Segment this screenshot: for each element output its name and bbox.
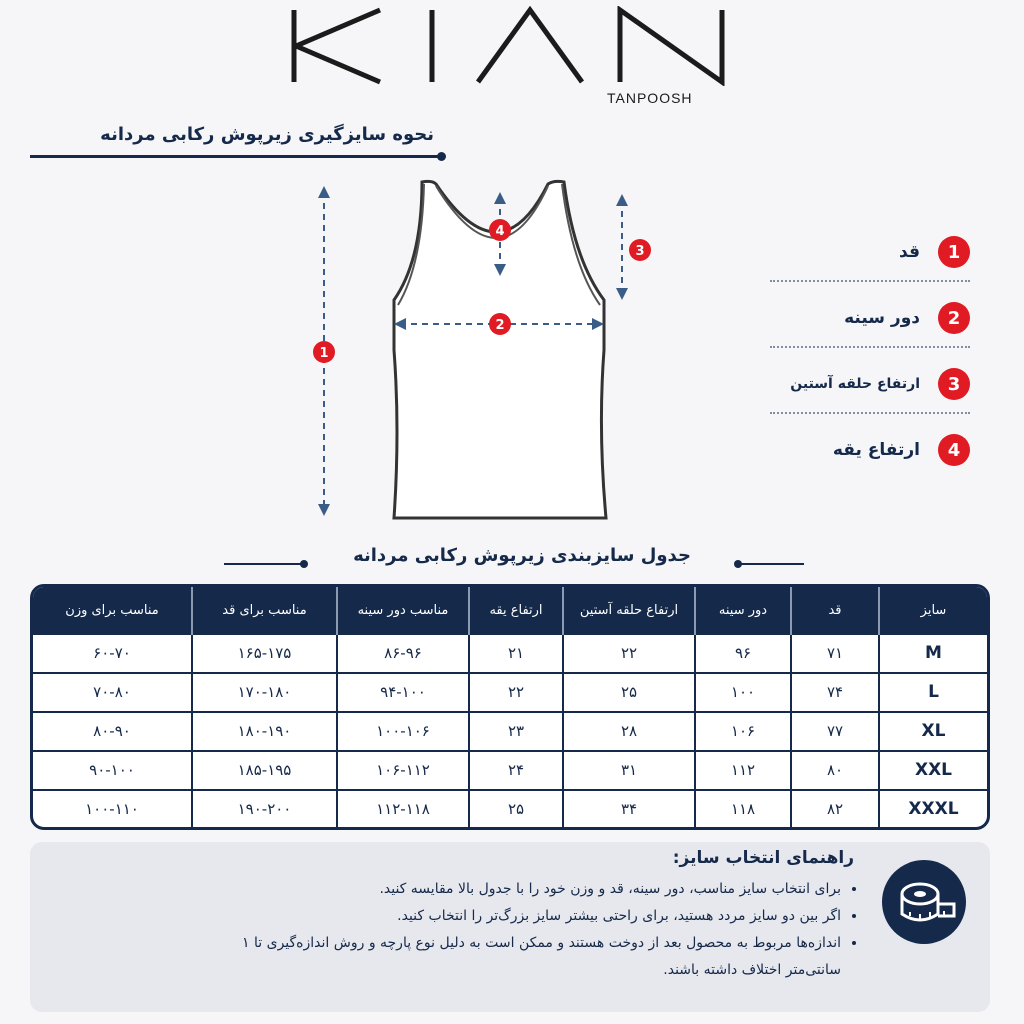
table-cell: ۲۳ <box>469 712 563 751</box>
table-cell: ۲۱ <box>469 634 563 673</box>
table-header: مناسب برای قد <box>192 587 337 634</box>
table-heading-dot-left <box>300 560 308 568</box>
list-item: • اگر بین دو سایز مردد هستید، برای راحتی بیشتر سایز بزرگ‌تر را انتخاب کنید. <box>191 903 841 930</box>
table-cell: ۷۰-۸۰ <box>33 673 192 712</box>
table-heading-line-left <box>224 563 306 565</box>
table-row <box>33 712 987 751</box>
heading-underline-dot <box>437 152 446 161</box>
legend-badge: 1 <box>938 236 970 268</box>
legend-item-neck <box>770 422 970 478</box>
table-cell: ۹۶ <box>695 634 791 673</box>
svg-text:1: 1 <box>319 346 329 361</box>
legend-badge: 2 <box>938 302 970 334</box>
table-cell: ۱۰۰ <box>695 673 791 712</box>
table-row <box>33 673 987 712</box>
table-cell: ۷۷ <box>791 712 879 751</box>
table-cell: ۲۲ <box>469 673 563 712</box>
table-cell: ۱۱۲ <box>695 751 791 790</box>
table-cell: ۱۶۵-۱۷۵ <box>192 634 337 673</box>
brand-logo <box>290 6 730 86</box>
table-cell: ۶۰-۷۰ <box>33 634 192 673</box>
table-cell: ۲۲ <box>563 634 695 673</box>
legend-label: دور سینه <box>844 308 920 328</box>
legend-item-armhole <box>770 356 970 414</box>
table-header: ارتفاع یقه <box>469 587 563 634</box>
diagram-badge-3 <box>629 239 651 261</box>
size-cell: XXL <box>879 751 987 790</box>
size-cell: M <box>879 634 987 673</box>
table-header: قد <box>791 587 879 634</box>
measuring-tape-icon <box>882 860 966 944</box>
legend-label: ارتفاع حلقه آستین <box>790 376 920 392</box>
table-cell: ۱۹۰-۲۰۰ <box>192 790 337 827</box>
table-cell: ۱۸۵-۱۹۵ <box>192 751 337 790</box>
table-cell: ۱۱۲-۱۱۸ <box>337 790 469 827</box>
legend-badge: 4 <box>938 434 970 466</box>
list-item: • اندازه‌ها مربوط به محصول بعد از دوخت هستند و ممکن است به دلیل نوع پارچه و روش اندازه‌گیری تا ۱ سانتی‌متر اختلاف داشته باشند. <box>191 930 841 984</box>
table-cell: ۱۷۰-۱۸۰ <box>192 673 337 712</box>
list-item: • برای انتخاب سایز مناسب، دور سینه، قد و وزن خود را با جدول بالا مقایسه کنید. <box>191 876 841 903</box>
heading-underline <box>30 155 440 158</box>
table-cell: ۷۴ <box>791 673 879 712</box>
table-cell: ۲۵ <box>469 790 563 827</box>
legend-badge: 3 <box>938 368 970 400</box>
table-cell: ۳۴ <box>563 790 695 827</box>
table-cell: ۸۶-۹۶ <box>337 634 469 673</box>
size-guide-title: راهنمای انتخاب سایز: <box>672 848 854 868</box>
table-row <box>33 634 987 673</box>
size-cell: XL <box>879 712 987 751</box>
table-cell: ۲۵ <box>563 673 695 712</box>
measure-heading: نحوه سایزگیری زیرپوش رکابی مردانه <box>100 124 434 145</box>
size-cell: XXXL <box>879 790 987 827</box>
table-cell: ۲۸ <box>563 712 695 751</box>
table-cell: ۱۸۰-۱۹۰ <box>192 712 337 751</box>
legend-label: قد <box>899 242 920 262</box>
svg-text:2: 2 <box>495 318 505 333</box>
table-cell: ۱۰۶-۱۱۲ <box>337 751 469 790</box>
legend-label: ارتفاع یقه <box>832 440 920 460</box>
table-cell: ۹۰-۱۰۰ <box>33 751 192 790</box>
table-cell: ۱۰۶ <box>695 712 791 751</box>
size-cell: L <box>879 673 987 712</box>
table-cell: ۸۲ <box>791 790 879 827</box>
svg-text:4: 4 <box>495 224 505 239</box>
table-header: مناسب دور سینه <box>337 587 469 634</box>
tank-top-diagram <box>300 170 660 530</box>
table-header: سایز <box>879 587 987 634</box>
table-cell: ۳۱ <box>563 751 695 790</box>
table-cell: ۱۱۸ <box>695 790 791 827</box>
table-header: ارتفاع حلقه آستین <box>563 587 695 634</box>
legend-item-chest <box>770 290 970 348</box>
diagram-badge-2 <box>489 313 511 335</box>
diagram-badge-4 <box>489 219 511 241</box>
table-row <box>33 790 987 827</box>
table-cell: ۹۴-۱۰۰ <box>337 673 469 712</box>
table-header-row <box>33 587 987 634</box>
legend-item-height <box>770 224 970 282</box>
table-cell: ۱۰۰-۱۱۰ <box>33 790 192 827</box>
svg-text:3: 3 <box>635 244 645 259</box>
table-header: مناسب برای وزن <box>33 587 192 634</box>
table-row <box>33 751 987 790</box>
size-table <box>30 584 990 830</box>
table-cell: ۷۱ <box>791 634 879 673</box>
table-cell: ۱۰۰-۱۰۶ <box>337 712 469 751</box>
table-header: دور سینه <box>695 587 791 634</box>
table-cell: ۸۰-۹۰ <box>33 712 192 751</box>
size-guide-list <box>191 876 859 984</box>
table-heading-line-right <box>740 563 804 565</box>
brand-subtitle: TANPOOSH <box>607 90 693 106</box>
diagram-badge-1 <box>313 341 335 363</box>
table-heading: جدول سایزبندی زیرپوش رکابی مردانه <box>353 545 691 566</box>
table-cell: ۸۰ <box>791 751 879 790</box>
table-cell: ۲۴ <box>469 751 563 790</box>
